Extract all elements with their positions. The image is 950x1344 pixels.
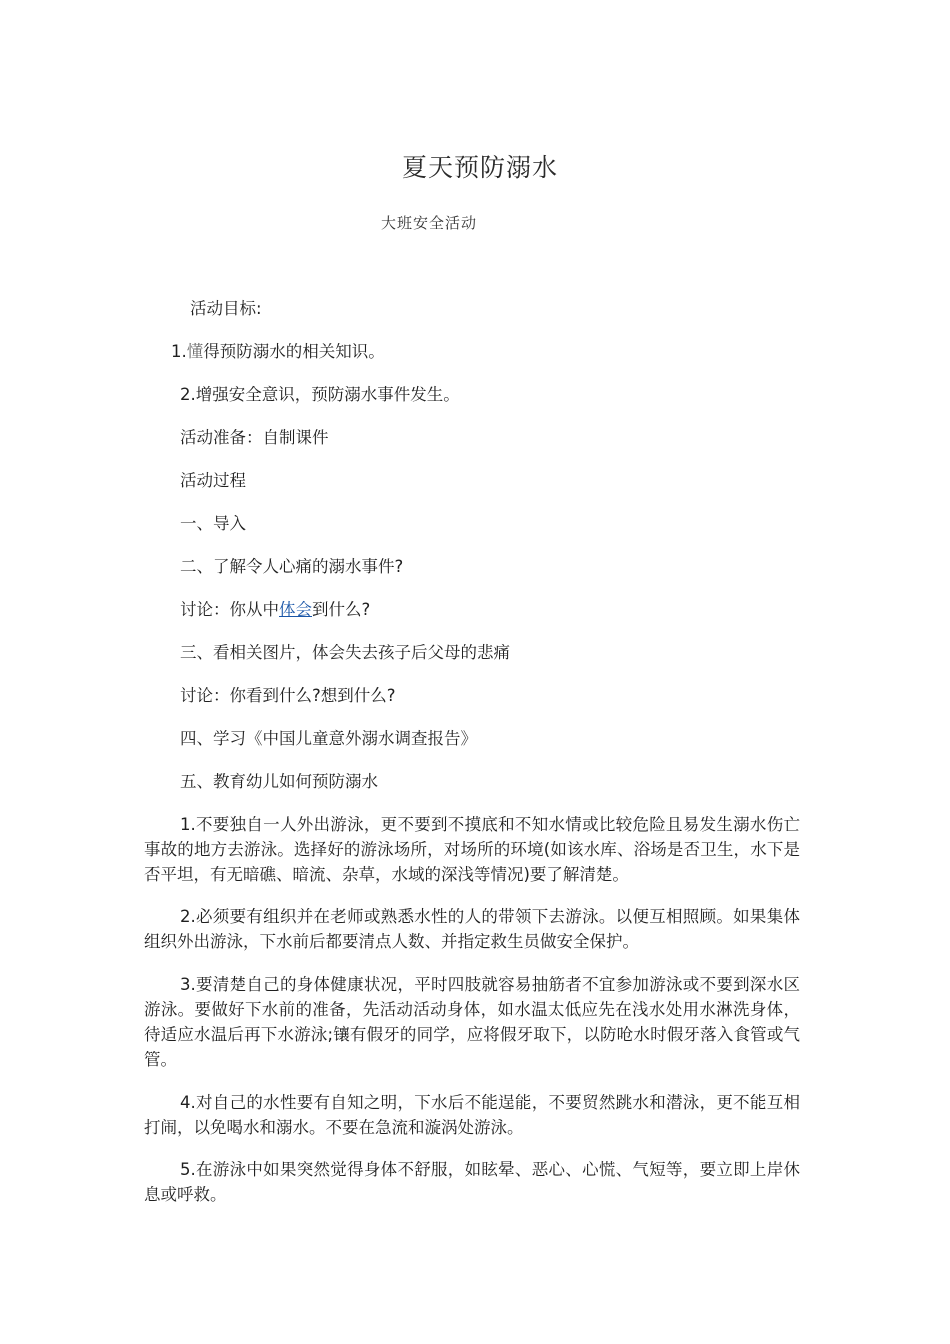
goal-2: 2.增强安全意识，预防溺水事件发生。 [180, 385, 460, 404]
process-heading: 活动过程 [180, 471, 246, 490]
rule-paragraph-2: 2.必须要有组织并在老师或熟悉水性的人的带领下去游泳。以便互相照顾。如果集体组织外出游泳，下水前后都要清点人数、并指定救生员做安全保护。 [144, 907, 800, 951]
goal-1-rest: 得预防溺水的相关知识。 [203, 342, 385, 361]
activity-preparation: 活动准备：自制课件 [180, 428, 329, 447]
discussion-2: 讨论：你看到什么?想到什么? [180, 686, 396, 705]
step-2: 二、了解令人心痛的溺水事件? [180, 557, 404, 576]
rule-paragraph-1: 1.不要独自一人外出游泳，更不要到不摸底和不知水情或比较危险且易发生溺水伤亡事故的地方去游泳。选择好的游泳场所，对场所的环境(如该水库、浴场是否卫生，水下是否平坦，有无暗礁、暗流、杂草，水域的深浅等情况)要了解清楚。 [144, 815, 800, 884]
document-subtitle: 大班安全活动 [381, 214, 478, 232]
discussion-1-suffix: 到什么? [312, 600, 371, 619]
goal-1-prefix: 1. [171, 342, 187, 361]
goal-1-first-char: 懂 [186, 342, 204, 361]
tihui-link[interactable]: 体会 [279, 600, 312, 619]
rule-paragraph-3: 3.要清楚自己的身体健康状况，平时四肢就容易抽筋者不宜参加游泳或不要到深水区游泳。要做好下水前的准备，先活动活动身体，如水温太低应先在浅水处用水淋洗身体，待适应水温后再下水游泳;镶有假牙的同学，应将假牙取下，以防呛水时假牙落入食管或气管。 [144, 975, 800, 1069]
step-4: 四、学习《中国儿童意外溺水调查报告》 [180, 729, 477, 748]
document-title: 夏天预防溺水 [401, 153, 558, 182]
step-5: 五、教育幼儿如何预防溺水 [180, 772, 378, 791]
rule-paragraph-4: 4.对自己的水性要有自知之明，下水后不能逞能，不要贸然跳水和潜泳，更不能互相打闹，以免喝水和溺水。不要在急流和漩涡处游泳。 [144, 1093, 800, 1137]
goals-heading: 活动目标: [190, 299, 262, 318]
discussion-1-prefix: 讨论：你从中 [180, 600, 279, 619]
step-1: 一、导入 [180, 514, 246, 533]
discussion-1 [180, 598, 370, 622]
goal-1 [171, 340, 385, 364]
step-3: 三、看相关图片，体会失去孩子后父母的悲痛 [180, 643, 510, 662]
rule-paragraph-5: 5.在游泳中如果突然觉得身体不舒服，如眩晕、恶心、心慌、气短等，要立即上岸休息或呼救。 [144, 1160, 800, 1204]
